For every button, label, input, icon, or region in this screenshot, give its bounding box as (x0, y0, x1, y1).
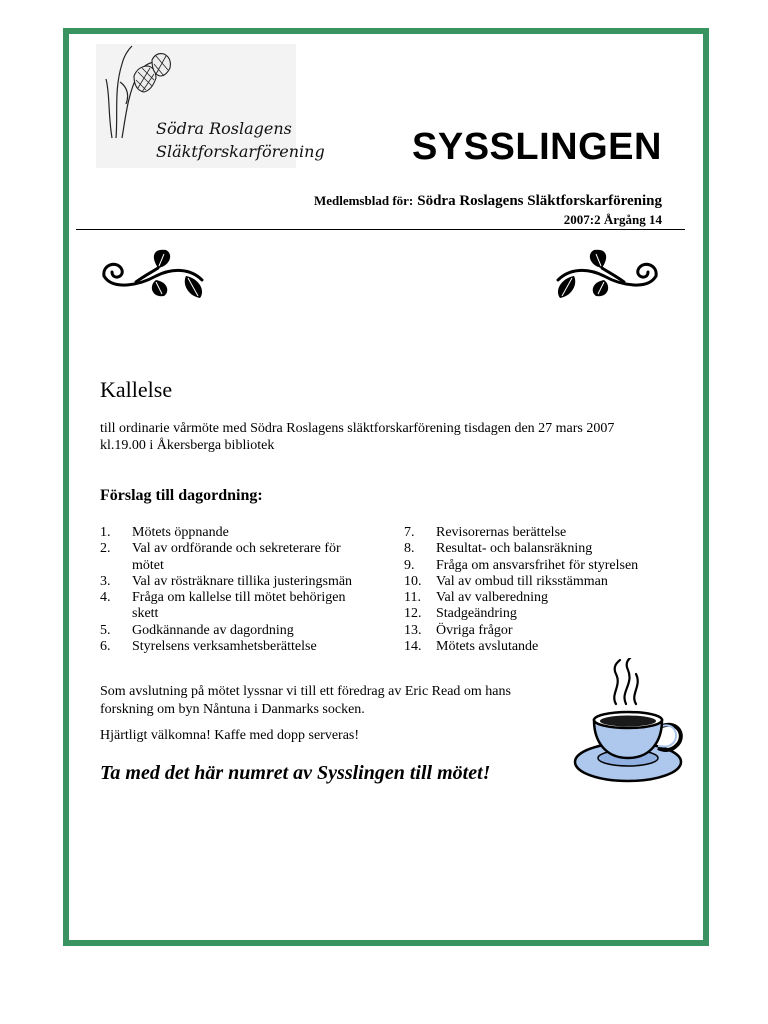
notice-intro-line: kl.19.00 i Åkersberga bibliotek (100, 438, 275, 453)
agenda-item-text: Val av valberedning (436, 590, 548, 606)
society-logo (96, 44, 325, 168)
agenda-item (100, 525, 370, 541)
agenda-item-number: 14. (404, 639, 422, 655)
agenda-item (404, 574, 664, 590)
agenda-item-number: 10. (404, 573, 422, 589)
agenda-item-number: 6. (100, 639, 111, 655)
issue-number: 2007:2 Årgång 14 (563, 212, 662, 227)
agenda-item (404, 623, 664, 639)
agenda-item-text: Fråga om kallelse till mötet behörigen skett (132, 590, 346, 622)
logo-name-line1: Södra Roslagens (156, 119, 292, 138)
agenda-list-right (404, 525, 664, 655)
agenda-item-text: Mötets avslutande (436, 639, 539, 655)
agenda-heading: Förslag till dagordning: (100, 487, 263, 504)
agenda-item-text: Resultat- och balansräkning (436, 541, 593, 557)
agenda-item-text: Styrelsens verksamhetsberättelse (132, 639, 317, 655)
member-line (314, 192, 662, 210)
agenda-item-text: Val av ordförande och sekreterare för mötet (132, 541, 341, 573)
agenda-item-number: 12. (404, 606, 422, 622)
agenda-item-text: Revisorernas berättelse (436, 525, 567, 540)
logo-name-line2: Släktforskarförening (156, 142, 325, 161)
agenda-item (404, 639, 664, 655)
agenda-item-text: Stadgeändring (436, 606, 517, 622)
agenda-item-number: 8. (404, 541, 415, 557)
agenda-item (404, 606, 664, 622)
agenda-item (100, 623, 370, 639)
agenda-item (404, 558, 664, 574)
closing-line: forskning om byn Nåntuna i Danmarks socken. (100, 702, 365, 717)
agenda-item-number: 7. (404, 525, 415, 540)
agenda-item (100, 541, 370, 574)
member-label: Medlemsblad för: (313, 193, 414, 208)
agenda-item-text: Val av ombud till riksstämman (436, 573, 608, 589)
agenda-item (100, 639, 370, 655)
agenda-item-text: Val av rösträknare tillika justeringsmän (132, 573, 353, 589)
closing-line: Som avslutning på mötet lyssnar vi till ett föredrag av Eric Read om hans (100, 684, 511, 699)
welcome-text: Hjärtligt välkomna! Kaffe med dopp serveras! (100, 728, 360, 743)
agenda-item (100, 590, 370, 623)
newsletter-title: SYSSLINGEN (412, 126, 662, 168)
agenda-item-number: 9. (404, 557, 415, 573)
coffee-cup-icon (572, 658, 688, 786)
leaf-ornament-icon (548, 246, 662, 304)
agenda-list-left (100, 525, 370, 655)
agenda-item-text: Övriga frågor (436, 622, 513, 638)
notice-intro (100, 420, 640, 454)
agenda-item (404, 541, 664, 557)
agenda-item-number: 13. (404, 622, 422, 638)
notice-heading: Kallelse (100, 377, 173, 402)
member-org: Södra Roslagens Släktforskarförening (417, 193, 662, 209)
agenda-item-number: 4. (100, 590, 111, 606)
header-divider (76, 229, 685, 230)
agenda-item-number: 1. (100, 525, 111, 540)
agenda-item (404, 590, 664, 606)
agenda-item-text: Mötets öppnande (132, 525, 229, 540)
agenda-item-text: Fråga om ansvarsfrihet för styrelsen (436, 557, 639, 573)
agenda-item-text: Godkännande av dagordning (132, 622, 294, 638)
leaf-ornament-icon (98, 246, 212, 304)
closing-paragraph (100, 683, 545, 719)
agenda-item-number: 2. (100, 541, 111, 557)
agenda-item-number: 3. (100, 573, 111, 589)
notice-intro-line: till ordinarie vårmöte med Södra Roslagens släktforskarförening tisdagen den 27 mars 2007 (100, 421, 615, 436)
agenda-item (100, 574, 370, 590)
agenda-item-number: 11. (404, 590, 421, 606)
agenda-item (404, 525, 664, 541)
agenda-item-number: 5. (100, 622, 111, 638)
call-to-action: Ta med det här numret av Sysslingen till mötet! (100, 762, 491, 784)
